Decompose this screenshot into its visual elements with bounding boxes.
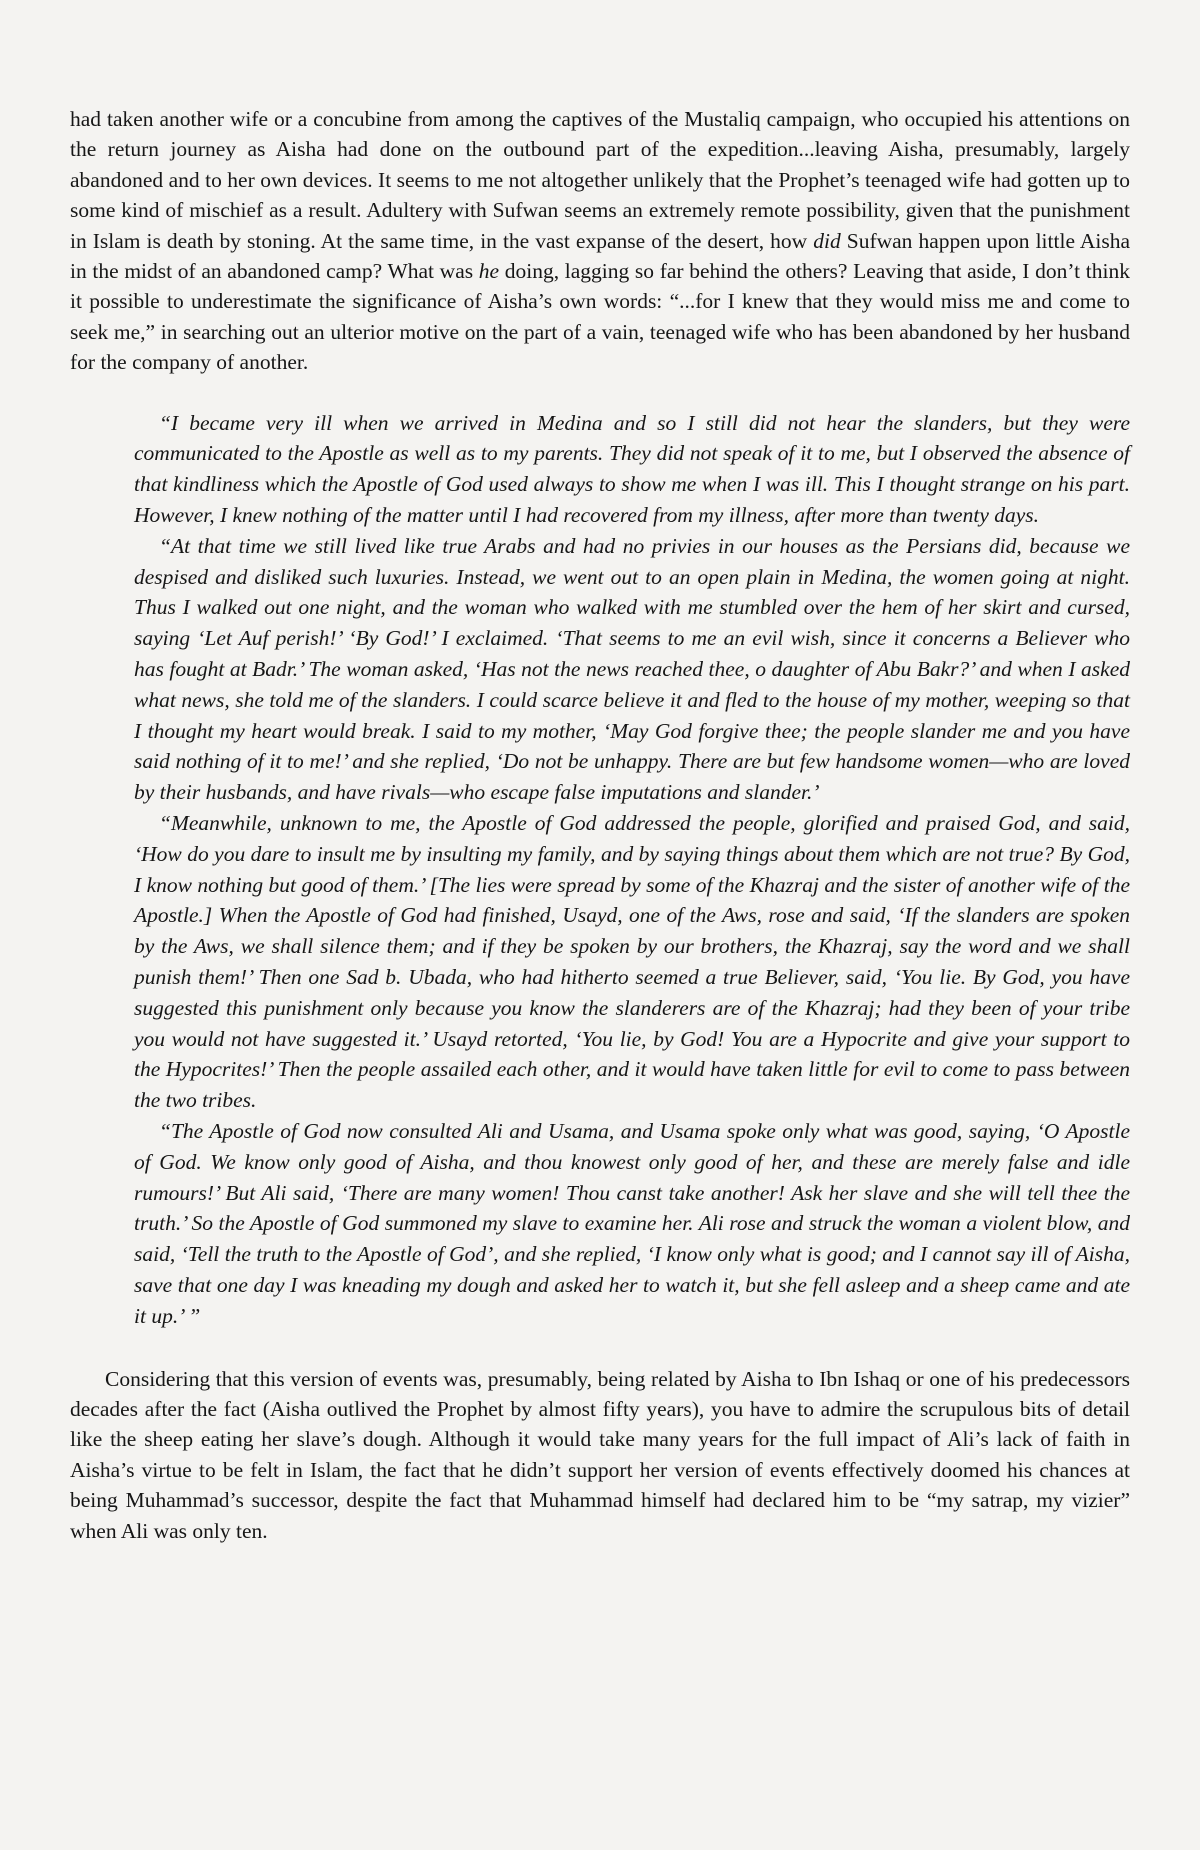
block-quote: [70, 408, 1130, 1332]
body-paragraph-conclusion: Considering that this version of events was, presumably, being related by Aisha to Ibn Ishaq or one of his predecessors decades after the fact (Aisha outlived the Prophet by almost fifty years), you have to admire the scrupulous bits of detail like the sheep eating her slave’s dough. Although it would take many years for the full impact of Ali’s lack of faith in Aisha’s virtue to be felt in Islam, the fact that he didn’t support her version of events effectively doomed his chances at being Muhammad’s successor, despite the fact that Muhammad himself had declared him to be “my satrap, my vizier” when Ali was only ten.: [70, 1366, 1130, 1543]
document-page: [70, 104, 1130, 1546]
emphasis-he: he: [478, 259, 500, 284]
emphasis-did: did: [813, 228, 841, 253]
quote-paragraph-apostle-address: “Meanwhile, unknown to me, the Apostle of God addressed the people, glorified and praised God, and said, ‘How do you dare to insult me by insulting my family, and by saying things about them which are not true? By God, I know nothing but good of them.’ [The lies were spread by some of the Khazraj and the sister of another wife of the Apostle.] When the Apostle of God had finished, Usayd, one of the Aws, rose and said, ‘If the slanders are spoken by the Aws, we shall silence them; and if they be spoken by our brothers, the Khazraj, say the word and we shall punish them!’ Then one Sad b. Ubada, who had hitherto seemed a true Believer, said, ‘You lie. By God, you have suggested this punishment only because you know the slanderers are of the Khazraj; had they been of your tribe you would not have suggested it.’ Usayd retorted, ‘You lie, by God! You are a Hypocrite and give your support to the Hypocrites!’ Then the people assailed each other, and it would have taken little for evil to come to pass between the two tribes.: [134, 811, 1130, 1113]
intro-text-a: had taken another wife or a concubine from among the captives of the Mustaliq campaign, who occupied his attentions on the return journey as Aisha had done on the outbound part of the expedition...leaving Aisha, presumably, largely abandoned and to her own devices. It seems to me not altogether unlikely that the Prophet’s teenaged wife had gotten up to some kind of mischief as a result. Adultery with Sufwan seems an extremely remote possibility, given that the punishment in Islam is death by stoning. At the same time, in the vast expanse of the desert, how: [70, 107, 1130, 253]
body-paragraph-intro: [70, 104, 1130, 378]
intro-text-b: Sufwan happen upon little Aisha in the midst of an abandoned camp? What was: [70, 228, 1131, 284]
quote-paragraph-illness: “I became very ill when we arrived in Medina and so I still did not hear the slanders, but they were communicated to the Apostle as well as to my parents. They did not speak of it to me, but I observed the absence of that kindliness which the Apostle of God used always to show me when I was ill. This I thought strange on his part. However, I knew nothing of the matter until I had recovered from my illness, after more than twenty days.: [134, 410, 1130, 528]
intro-text-c: doing, lagging so far behind the others? Leaving that aside, I don’t think it possible to underestimate the significance of Aisha’s own words: “...for I knew that they would miss me and come to seek me,” in searching out an ulterior motive on the part of a vain, teenaged wife who has been abandoned by her husband for the company of another.: [70, 259, 1130, 375]
quote-paragraph-slanders: “At that time we still lived like true Arabs and had no privies in our houses as the Persians did, because we despised and disliked such luxuries. Instead, we went out to an open plain in Medina, the women going at night. Thus I walked out one night, and the woman who walked with me stumbled over the hem of her skirt and cursed, saying ‘Let Auf perish!’ ‘By God!’ I exclaimed. ‘That seems to me an evil wish, since it concerns a Believer who has fought at Badr.’ The woman asked, ‘Has not the news reached thee, o daughter of Abu Bakr?’ and when I asked what news, she told me of the slanders. I could scarce believe it and fled to the house of my mother, weeping so that I thought my heart would break. I said to my mother, ‘May God forgive thee; the people slander me and you have said nothing of it to me!’ and she replied, ‘Do not be unhappy. There are but few handsome women—who are loved by their husbands, and have rivals—who escape false imputations and slander.’: [134, 533, 1130, 805]
quote-paragraph-consultation: “The Apostle of God now consulted Ali and Usama, and Usama spoke only what was good, saying, ‘O Apostle of God. We know only good of Aisha, and thou knowest only good of her, and these are merely false and idle rumours!’ But Ali said, ‘There are many women! Thou canst take another! Ask her slave and she will tell thee the truth.’ So the Apostle of God summoned my slave to examine her. Ali rose and struck the woman a violent blow, and said, ‘Tell the truth to the Apostle of God’, and she replied, ‘I know only what is good; and I cannot say ill of Aisha, save that one day I was kneading my dough and asked her to watch it, but she fell asleep and a sheep came and ate it up.’ ”: [134, 1118, 1130, 1328]
